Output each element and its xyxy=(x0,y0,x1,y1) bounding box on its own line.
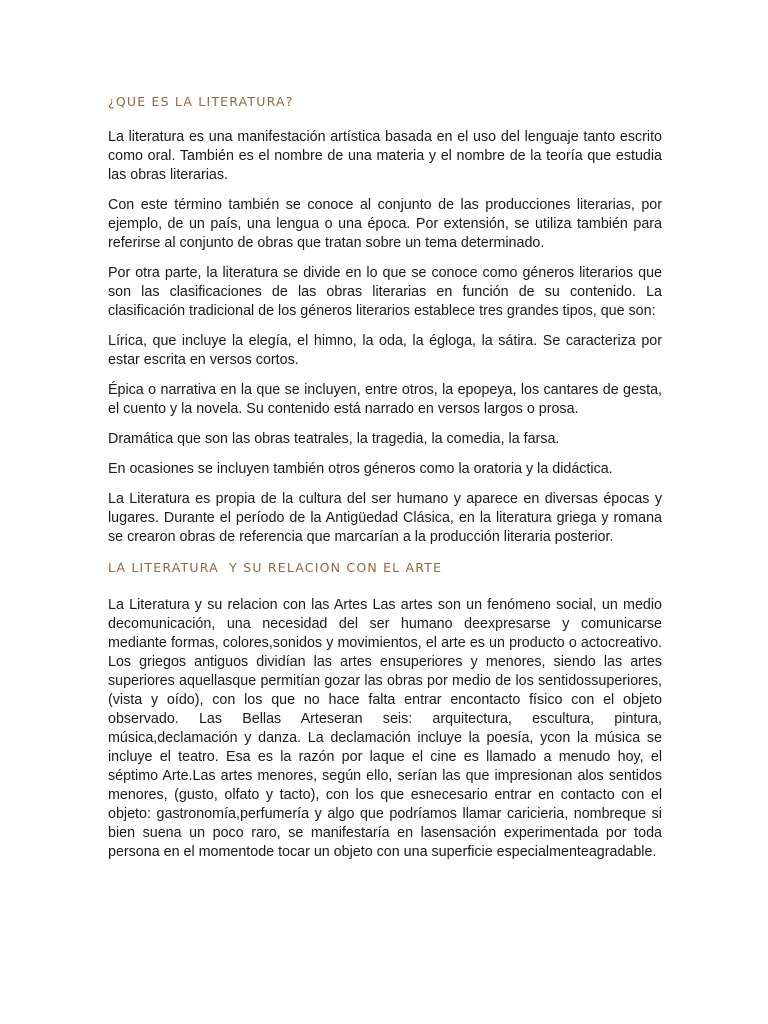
paragraph-artes: La Literatura y su relacion con las Artes Las artes son un fenómeno social, un medio decomunicación, una necesidad del ser humano deexpresarse y comunicarse mediante formas, colores,sonidos y movimientos, el arte es un producto o actocreativo. Los griegos antiguos dividían las artes ensuperiores y menores, siendo las artes superiores aquellasque permitían gozar las obras por medio de los sentidossuperiores,(vista y oído), con los que no hace falta entrar encontacto físico con el objeto observado. Las Bellas Arteseran seis: arquitectura, escultura, pintura, música,declamación y danza. La declamación incluye la poesía, ycon la música se incluye el teatro. Esa es la razón por laque el cine es llamado a menudo hoy, el séptimo Arte.Las artes menores, según ello, serían las que impresionan alos sentidos menores, (gusto, olfato y tacto), con los que esnecesario entrar en contacto con el objeto: gastronomía,perfumería y algo que podríamos llamar caricieria, nombreque si bien suena un poco raro, se manifestaría en lasensación experimentada por toda persona en el momentode tocar un objeto con una superficie especialmenteagradable. xyxy=(108,597,662,860)
section-title-literatura-y-arte: LA LITERATURA Y SU RELACION CON EL ARTE xyxy=(108,560,443,575)
paragraph-lirica: Lírica, que incluye la elegía, el himno, la oda, la égloga, la sátira. Se caracteriza por estar escrita en versos cortos. xyxy=(108,333,662,368)
paragraph-otros-generos: En ocasiones se incluyen también otros géneros como la oratoria y la didáctica. xyxy=(108,461,613,477)
paragraph-epica: Épica o narrativa en la que se incluyen, entre otros, la epopeya, los cantares de gesta, el cuento y la novela. Su contenido está narrado en versos largos o prosa. xyxy=(108,382,662,417)
document-content xyxy=(108,92,662,873)
paragraph-dramatica: Dramática que son las obras teatrales, la tragedia, la comedia, la farsa. xyxy=(108,431,560,447)
section-title-que-es-la-literatura: ¿QUE ES LA LITERATURA? xyxy=(108,94,294,109)
paragraph-generos: Por otra parte, la literatura se divide en lo que se conoce como géneros literarios que son las clasificaciones de las obras literarias en función de su contenido. La clasificación tradicional de los géneros literarios establece tres grandes tipos, que son: xyxy=(108,265,662,319)
paragraph-cultura: La Literatura es propia de la cultura del ser humano y aparece en diversas épocas y lugares. Durante el período de la Antigüedad Clásica, en la literatura griega y romana se crearon obras de referencia que marcarían a la producción literaria posterior. xyxy=(108,491,662,545)
paragraph-conjunto: Con este término también se conoce al conjunto de las producciones literarias, por ejemplo, de un país, una lengua o una época. Por extensión, se utiliza también para referirse al conjunto de obras que tratan sobre un tema determinado. xyxy=(108,197,662,251)
paragraph-definition: La literatura es una manifestación artística basada en el uso del lenguaje tanto escrito como oral. También es el nombre de una materia y el nombre de la teoría que estudia las obras literarias. xyxy=(108,129,662,183)
